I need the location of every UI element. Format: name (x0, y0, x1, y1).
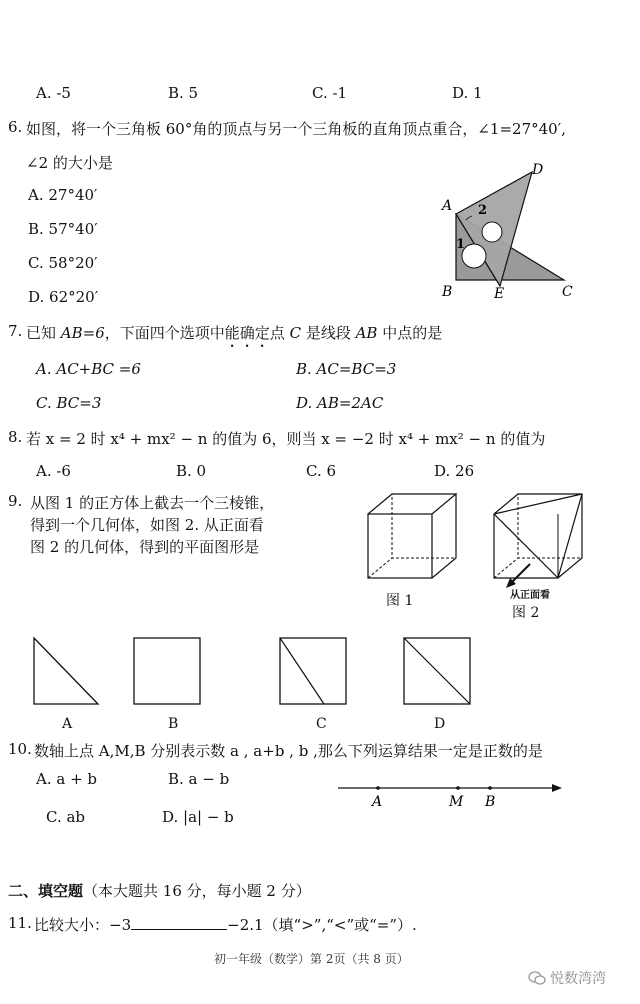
q11-number: 11. (8, 914, 32, 932)
section2-note: （本大题共 16 分，每小题 2 分） (83, 882, 311, 900)
section2-title: 二、填空题 (8, 882, 84, 900)
q6-label-e: E (494, 286, 505, 302)
q9-option-a-label: A (62, 716, 73, 732)
q9-fig2-caption: 图 2 (512, 605, 540, 621)
q6-label-d: D (532, 162, 544, 178)
q9-option-c-shape (278, 636, 350, 708)
q7-option-a: A. AC+BC =6 (36, 360, 141, 378)
q10-option-a: A. a + b (36, 770, 98, 788)
q6-label-angle2: 2 (478, 203, 488, 218)
q8-option-b: B. 0 (176, 462, 207, 480)
q9-option-c-label: C (316, 716, 327, 732)
q11-answer-blank[interactable] (131, 915, 227, 930)
q6-text-line1: 如图，将一个三角板 60°角的顶点与另一个三角板的直角顶点重合，∠1=27°40′, (26, 120, 566, 138)
q7-emphasis: 能确定 (224, 324, 270, 342)
section2-heading (8, 880, 311, 901)
q10-number: 10. (8, 740, 32, 758)
q8-text: 若 x = 2 时 x⁴ + mx² − n 的值为 6，则当 x = −2 时 x⁴ + mx² − n 的值为 (26, 430, 546, 448)
q10-option-c: C. ab (46, 808, 86, 826)
q11-text-post: −2.1（填“>”,“<”或“=”）. (227, 916, 417, 934)
q5-option-a: A. -5 (36, 84, 71, 102)
q6-label-angle1: 1 (456, 237, 466, 252)
q9-figure1-cube (364, 492, 464, 582)
q6-label-a: A (442, 198, 453, 214)
q7-text (26, 322, 442, 351)
q9-text-line1: 从图 1 的正方体上截去一个三棱锥， (30, 494, 275, 512)
q10-option-b: B. a − b (168, 770, 230, 788)
q5-option-c: C. -1 (312, 84, 348, 102)
q9-option-b-shape (132, 636, 204, 708)
q5-option-b: B. 5 (168, 84, 199, 102)
q7-ab-eq: AB=6 (60, 324, 105, 342)
q7-text-pre: 已知 (26, 324, 61, 342)
q8-option-a: A. -6 (36, 462, 71, 480)
q7-text-mid2: 点 (269, 324, 290, 342)
q8-number: 8. (8, 428, 23, 446)
q7-number: 7. (8, 322, 23, 340)
q8-option-c: C. 6 (306, 462, 337, 480)
q10-axis-label-m: M (449, 794, 464, 810)
q11-text-pre: 比较大小：−3 (34, 916, 132, 934)
q10-option-d: D. |a| − b (162, 808, 234, 826)
q6-option-c: C. 58°20′ (28, 254, 98, 272)
q6-hole-upper (482, 222, 502, 242)
q9-option-a-shape (32, 636, 102, 708)
q10-text: 数轴上点 A,M,B 分别表示数 a , a+b , b ,那么下列运算结果一定是正数的是 (34, 742, 543, 760)
q9-option-d-label: D (434, 716, 446, 732)
q8-option-d: D. 26 (434, 462, 475, 480)
q6-number: 6. (8, 118, 23, 136)
q7-text-post: 中点的是 (377, 324, 443, 342)
q9-fig1-caption: 图 1 (386, 593, 414, 609)
watermark (528, 968, 606, 988)
q10-axis-label-b: B (485, 794, 496, 810)
q6-option-d: D. 62°20′ (28, 288, 99, 306)
q7-option-d: D. AB=2AC (296, 394, 384, 412)
q6-triangle-figure (436, 158, 586, 304)
q10-number-line (336, 778, 566, 814)
q10-axis-label-a: A (372, 794, 383, 810)
q7-option-b: B. AC=BC=3 (296, 360, 397, 378)
q11-text (34, 914, 417, 935)
q7-segment-ab: AB (355, 324, 378, 342)
q9-option-b-label: B (168, 716, 179, 732)
q6-hole-lower (462, 244, 486, 268)
q6-label-b: B (442, 284, 453, 300)
q6-option-a: A. 27°40′ (28, 186, 98, 204)
q7-text-mid: ，下面四个选项中 (104, 324, 225, 342)
q6-option-b: B. 57°40′ (28, 220, 98, 238)
q9-arrow-label: 从正面看 (510, 590, 550, 601)
q7-point-c: C (289, 324, 302, 342)
wechat-icon (528, 971, 546, 985)
q6-label-c: C (562, 284, 573, 300)
q6-text-line2: ∠2 的大小是 (26, 154, 113, 172)
q9-option-d-shape (402, 636, 474, 708)
q7-option-c: C. BC=3 (36, 394, 102, 412)
q9-text-line2: 得到一个几何体，如图 2. 从正面看 (30, 516, 264, 534)
q7-text-mid3: 是线段 (301, 324, 356, 342)
q5-option-d: D. 1 (452, 84, 483, 102)
q9-text-line3: 图 2 的几何体，得到的平面图形是 (30, 538, 260, 556)
q9-number: 9. (8, 492, 23, 510)
page-footer: 初一年级（数学）第 2页（共 8 页） (214, 952, 409, 966)
watermark-text: 悦数湾湾 (550, 971, 606, 987)
